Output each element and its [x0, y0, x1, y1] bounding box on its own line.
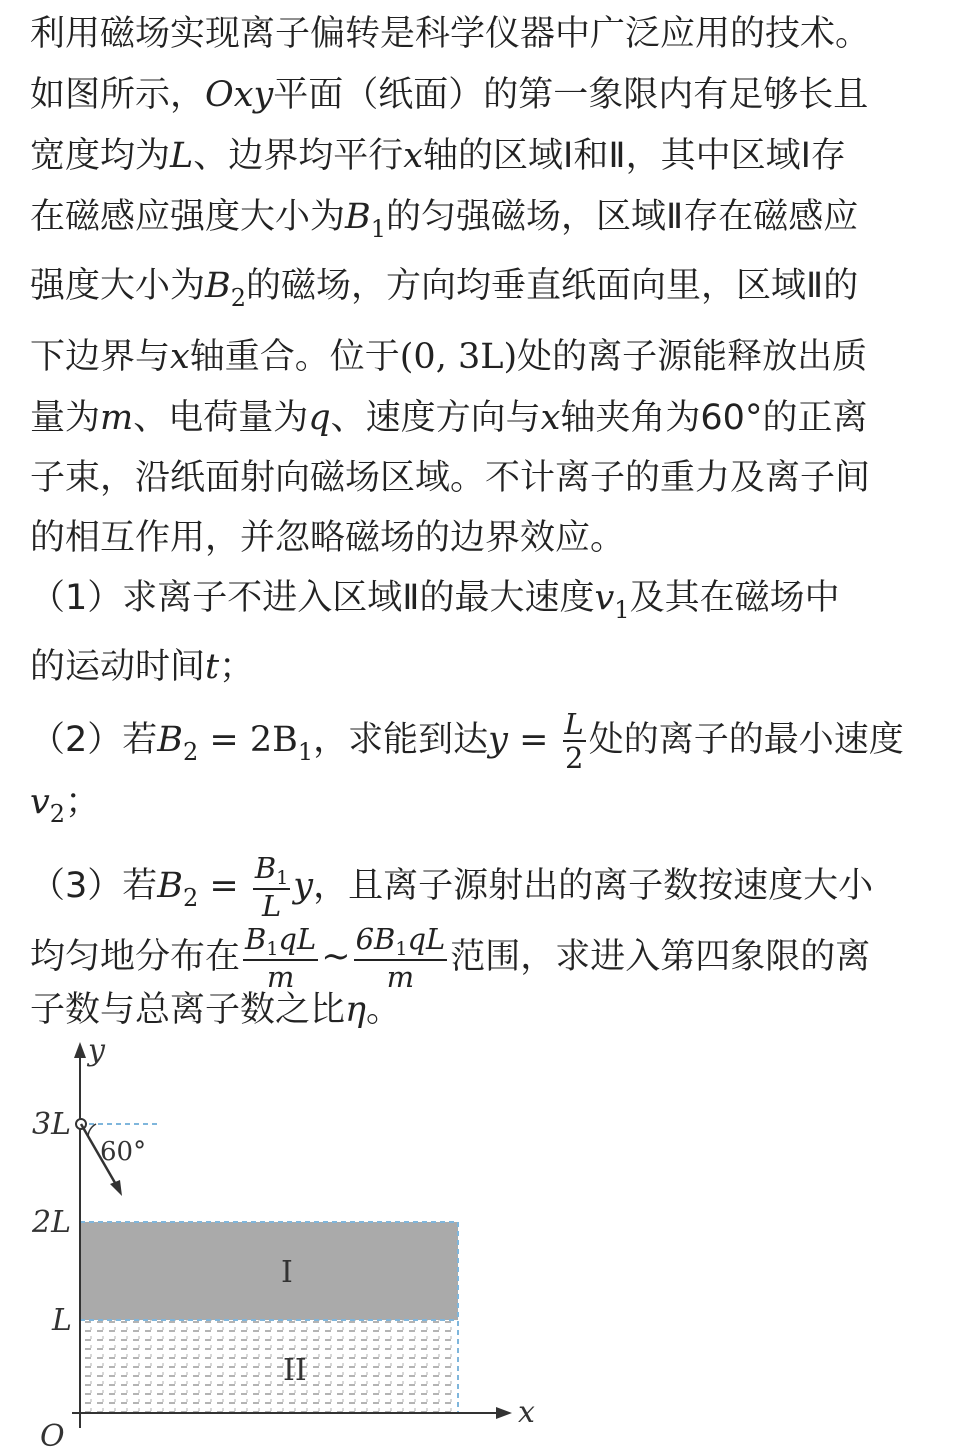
magnetic-field-diagram — [0, 1030, 560, 1452]
math-equals: = — [507, 720, 560, 760]
tick-label-2L: 2L — [32, 1205, 72, 1240]
question-1-line-2 — [30, 645, 254, 689]
question-text: 。 — [366, 990, 402, 1030]
math-subscript: 1 — [266, 938, 279, 960]
math-B: B — [157, 720, 184, 760]
math-6B: 6B — [355, 922, 396, 956]
tick-label-3L: 3L — [32, 1107, 72, 1142]
math-qL: qL — [278, 922, 317, 956]
math-L: L — [170, 136, 194, 176]
math-subscript: 2 — [183, 738, 199, 766]
problem-text: 轴的区域Ⅰ和Ⅱ，其中区域Ⅰ存 — [423, 136, 846, 176]
math-subscript: 1 — [276, 867, 289, 889]
problem-text: 下边界与 — [30, 337, 171, 377]
math-subscript: 1 — [614, 596, 630, 624]
problem-line-5 — [30, 264, 858, 311]
problem-text: 处的离子源能释放出质 — [517, 337, 868, 377]
math-y: y — [293, 866, 314, 906]
problem-text: 、边界均平行 — [193, 136, 404, 176]
question-text: 及其在磁场中 — [629, 578, 840, 618]
y-axis-arrow-icon — [74, 1042, 86, 1058]
fraction-B1-over-L — [253, 852, 290, 922]
question-1-line-1 — [30, 576, 840, 623]
math-subscript: 1 — [395, 938, 408, 960]
region-1-label: I — [281, 1255, 293, 1290]
problem-text: 、电荷量为 — [133, 398, 309, 438]
problem-text: 宽度均为 — [30, 136, 171, 176]
math-subscript: 2 — [230, 284, 247, 312]
region-2-field — [80, 1320, 458, 1413]
problem-line-8 — [30, 456, 870, 500]
fraction-denominator: L — [261, 889, 282, 923]
fraction-denominator: m — [386, 960, 415, 994]
math-subscript: 2 — [183, 884, 199, 912]
problem-text: 的相互作用，并忽略磁场的边界效应。 — [30, 518, 626, 558]
math-q: q — [308, 398, 331, 438]
origin-label: O — [40, 1419, 65, 1452]
problem-text: 子束，沿纸面射向磁场区域。不计离子的重力及离子间 — [30, 458, 871, 498]
math-tilde: ~ — [321, 937, 351, 977]
math-m: m — [100, 398, 134, 438]
fraction-numerator: L — [564, 707, 584, 741]
question-2-line-1 — [30, 708, 904, 774]
fraction-L-over-2 — [563, 708, 586, 774]
question-text: （3）若 — [30, 866, 158, 906]
problem-line-1 — [30, 12, 870, 56]
question-text: 处的离子的最小速度 — [588, 720, 904, 760]
math-B: B — [205, 266, 231, 306]
math-oxy: Oxy — [205, 75, 274, 115]
math-subscript: 2 — [49, 800, 66, 828]
problem-line-2 — [30, 73, 868, 117]
problem-text: 的匀强磁场，区域Ⅱ存在磁感应 — [386, 197, 859, 237]
math-equals: = — [198, 866, 250, 906]
math-y: y — [488, 720, 508, 760]
question-text: ，且离子源射出的离子数按速度大小 — [313, 866, 874, 906]
question-text: （1）求离子不进入区域Ⅱ的最大速度 — [30, 578, 595, 618]
fraction-6B1qL-over-m — [354, 923, 448, 993]
problem-text: 在磁感应强度大小为 — [30, 197, 346, 237]
problem-text: 强度大小为 — [30, 266, 206, 306]
velocity-arrowhead-icon — [110, 1180, 122, 1196]
math-subscript: 1 — [297, 738, 314, 766]
question-text: ； — [219, 647, 255, 687]
math-qL: qL — [407, 922, 446, 956]
math-expression: = 2B — [198, 720, 298, 760]
problem-text: 平面（纸面）的第一象限内有足够长且 — [273, 75, 869, 115]
problem-text: 利用磁场实现离子偏转是科学仪器中广泛应用的技术。 — [30, 14, 871, 54]
math-B: B — [245, 922, 267, 956]
angle-label: 60° — [100, 1137, 147, 1167]
fraction-denominator: m — [266, 960, 295, 994]
question-text: （2）若 — [30, 720, 158, 760]
region-2-label: II — [283, 1353, 307, 1388]
problem-text: 、速度方向与 — [330, 398, 541, 438]
math-eta: η — [345, 990, 366, 1030]
problem-line-9 — [30, 516, 625, 560]
question-3-line-1 — [30, 852, 873, 922]
question-3-line-3 — [30, 988, 401, 1032]
problem-line-6 — [30, 335, 867, 379]
question-text: 范围，求进入第四象限的离 — [450, 937, 871, 977]
region-1-field — [80, 1222, 458, 1320]
question-text: 均匀地分布在 — [30, 937, 241, 977]
problem-text: 量为 — [30, 398, 101, 438]
question-text: ，求能到达 — [313, 720, 489, 760]
math-v: v — [30, 782, 50, 822]
math-B: B — [345, 197, 371, 237]
question-text: 子数与总离子数之比 — [30, 990, 346, 1030]
math-x: x — [170, 337, 190, 377]
question-text: 的运动时间 — [30, 647, 206, 687]
problem-line-3 — [30, 134, 846, 178]
math-B: B — [157, 866, 184, 906]
problem-text: 如图所示， — [30, 75, 206, 115]
math-x: x — [403, 136, 424, 176]
problem-line-4 — [30, 195, 858, 242]
math-x: x — [540, 398, 561, 438]
math-t: t — [205, 647, 220, 687]
problem-text: 轴重合。位于 — [189, 337, 400, 377]
y-axis-label: y — [88, 1033, 105, 1068]
math-v: v — [594, 578, 615, 618]
math-subscript: 1 — [370, 215, 387, 243]
problem-text: 轴夹角为60°的正离 — [560, 398, 868, 438]
tick-label-L: L — [52, 1303, 72, 1338]
question-2-line-2 — [30, 780, 100, 827]
angle-arc — [88, 1124, 96, 1137]
math-B: B — [254, 851, 277, 885]
problem-line-7 — [30, 396, 867, 440]
math-coordinate: (0, 3L) — [399, 337, 518, 377]
question-text: ； — [65, 782, 101, 822]
fraction-B1qL-over-m — [243, 923, 318, 993]
problem-text: 的磁场，方向均垂直纸面向里，区域Ⅱ的 — [246, 266, 859, 306]
question-3-line-2 — [30, 923, 870, 993]
x-axis-arrow-icon — [496, 1407, 512, 1419]
x-axis-label: x — [518, 1395, 535, 1430]
fraction-denominator: 2 — [564, 741, 584, 775]
